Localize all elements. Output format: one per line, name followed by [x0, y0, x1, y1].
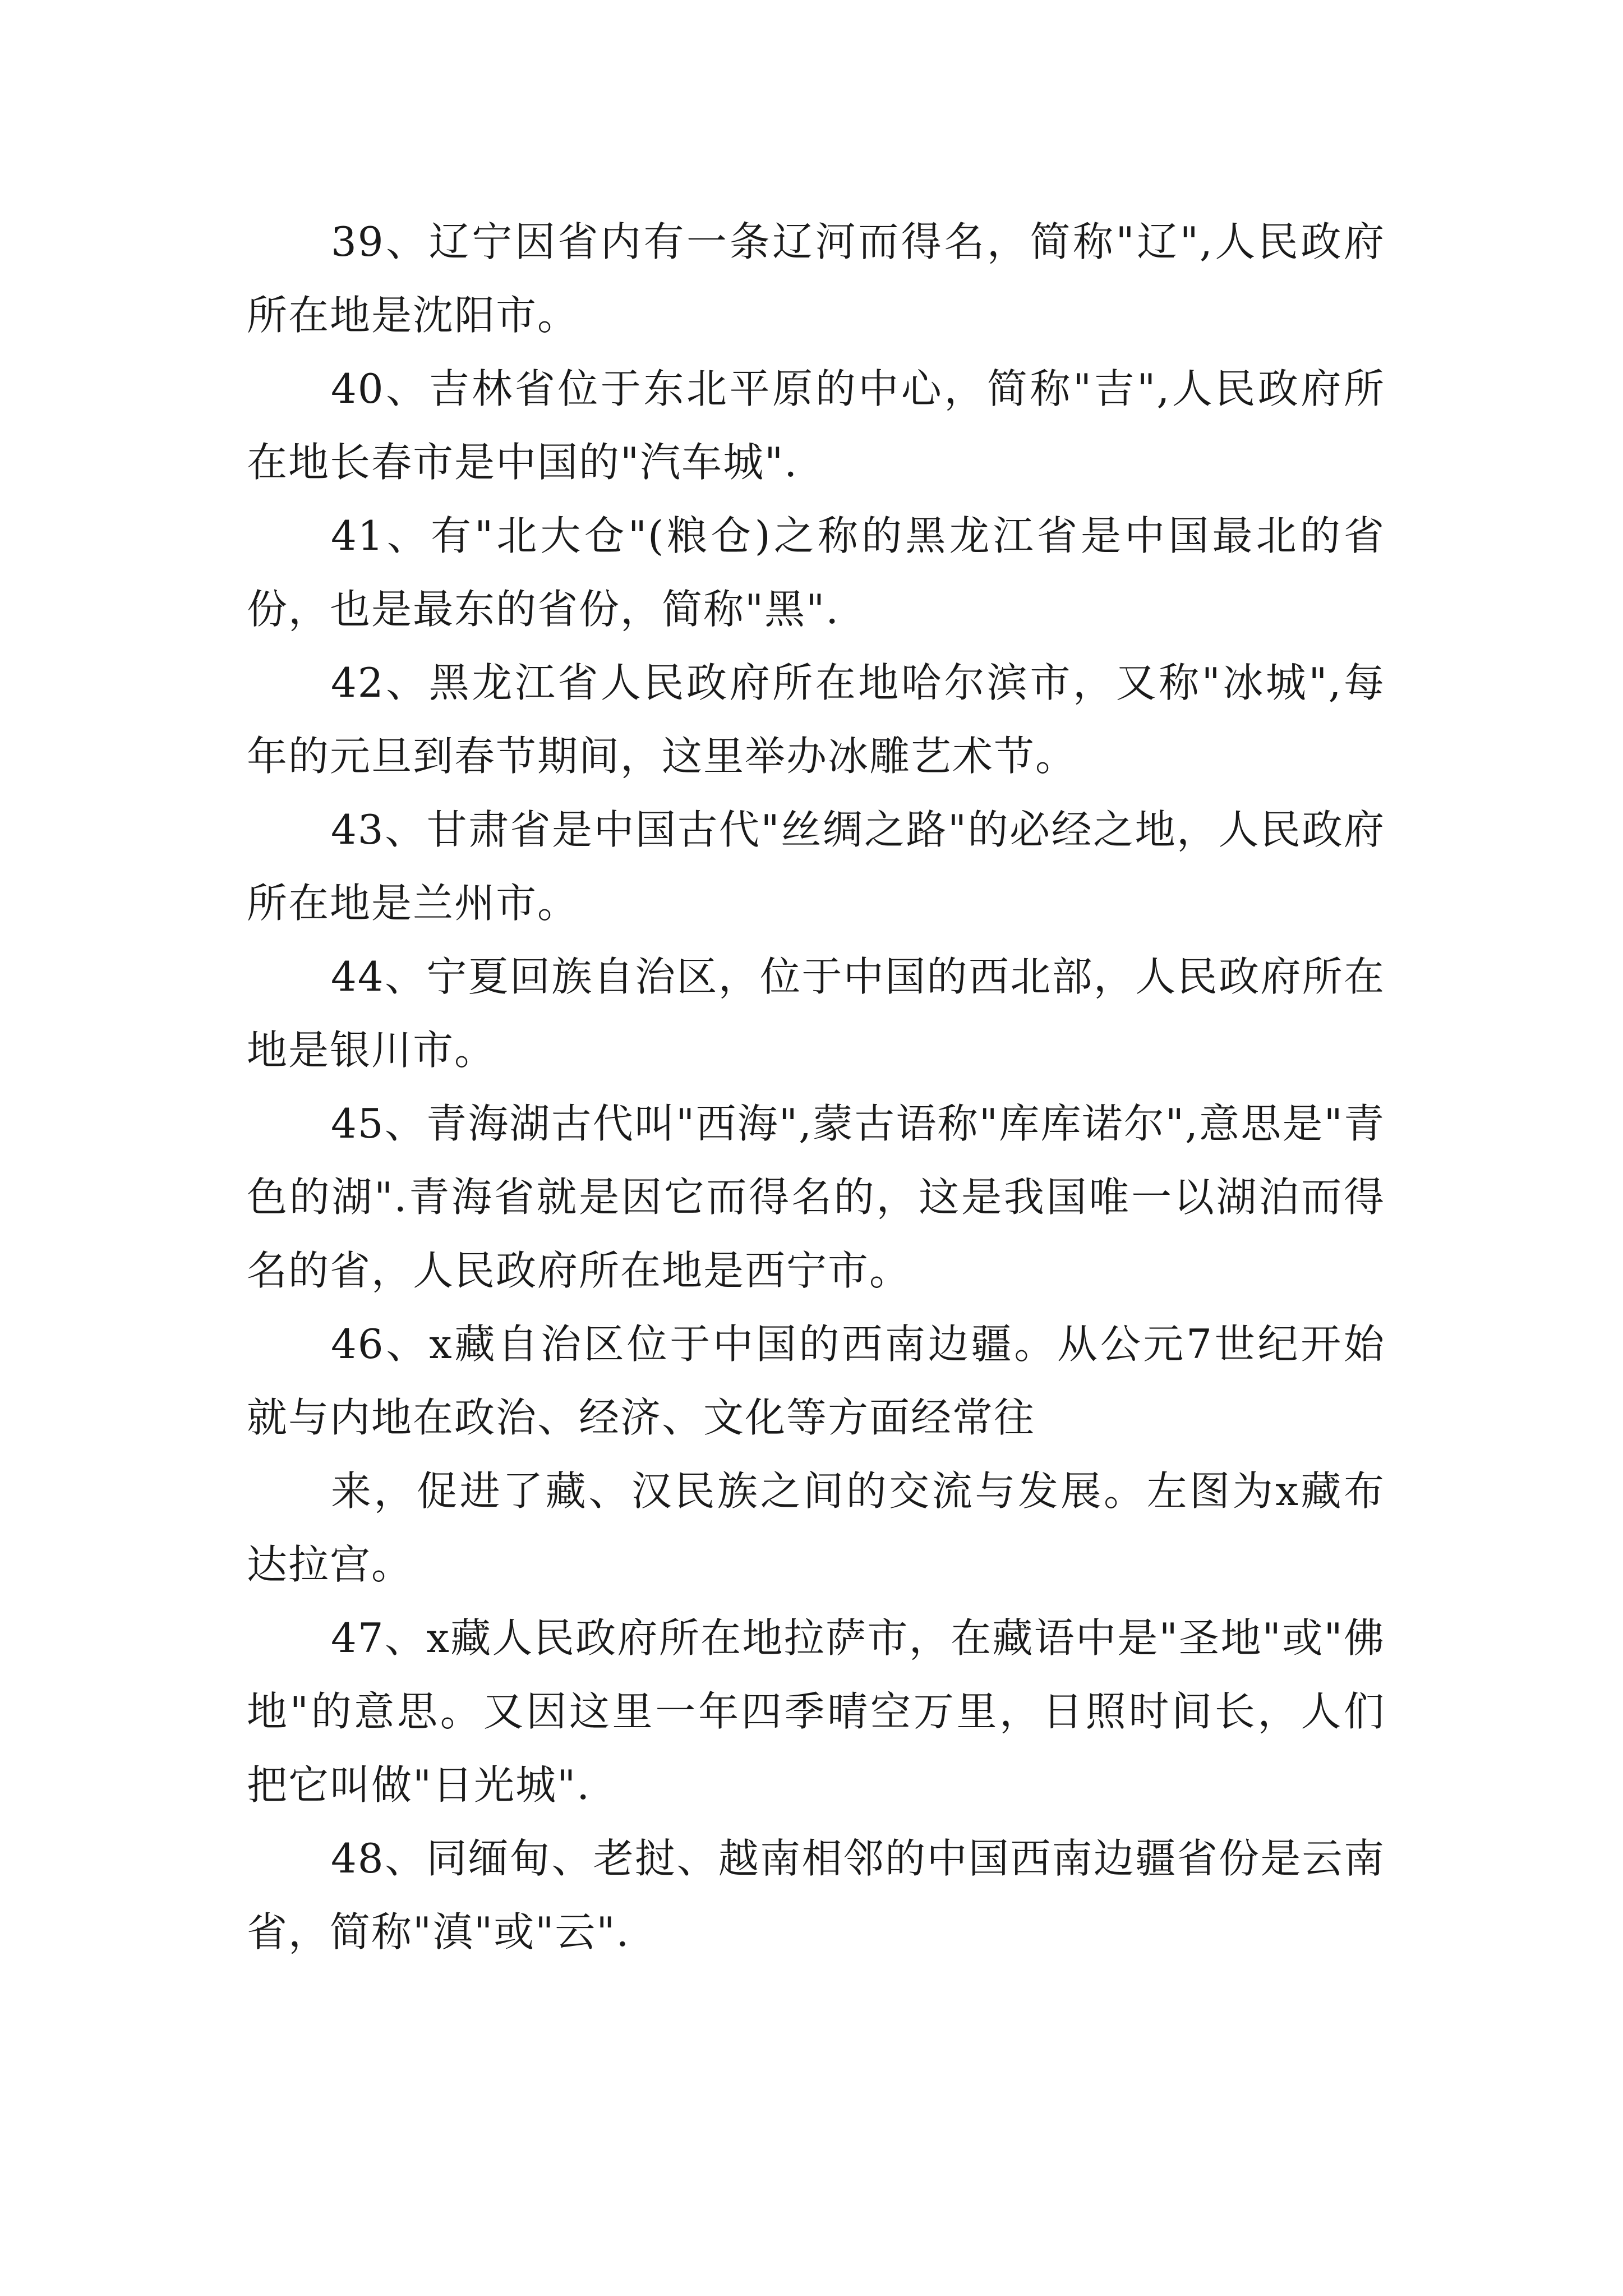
paragraph-46: 46、x藏自治区位于中国的西南边疆。从公元7世纪开始就与内地在政治、经济、文化等方面经常往: [247, 1320, 1385, 1441]
paragraph-46-continued: 来，促进了藏、汉民族之间的交流与发展。左图为x藏布达拉宫。: [247, 1467, 1385, 1588]
document-body: [247, 205, 1385, 1969]
paragraph-48: 48、同缅甸、老挝、越南相邻的中国西南边疆省份是云南省，简称"滇"或"云".: [247, 1835, 1385, 1955]
paragraph-39: 39、辽宁因省内有一条辽河而得名，简称"辽",人民政府所在地是沈阳市。: [247, 218, 1385, 339]
paragraph-47: 47、x藏人民政府所在地拉萨市，在藏语中是"圣地"或"佛地"的意思。又因这里一年四季晴空万里，日照时间长，人们把它叫做"日光城".: [247, 1614, 1385, 1809]
paragraph-41: 41、有"北大仓"(粮仓)之称的黑龙江省是中国最北的省份，也是最东的省份，简称"黑".: [247, 512, 1385, 633]
paragraph-40: 40、吉林省位于东北平原的中心，简称"吉",人民政府所在地长春市是中国的"汽车城".: [247, 365, 1385, 486]
paragraph-45: 45、青海湖古代叫"西海",蒙古语称"库库诺尔",意思是"青色的湖".青海省就是因它而得名的，这是我国唯一以湖泊而得名的省，人民政府所在地是西宁市。: [247, 1100, 1385, 1294]
paragraph-42: 42、黑龙江省人民政府所在地哈尔滨市，又称"冰城",每年的元旦到春节期间，这里举办冰雕艺术节。: [247, 659, 1385, 780]
paragraph-44: 44、宁夏回族自治区，位于中国的西北部，人民政府所在地是银川市。: [247, 953, 1385, 1074]
paragraph-43: 43、甘肃省是中国古代"丝绸之路"的必经之地，人民政府所在地是兰州市。: [247, 806, 1385, 927]
